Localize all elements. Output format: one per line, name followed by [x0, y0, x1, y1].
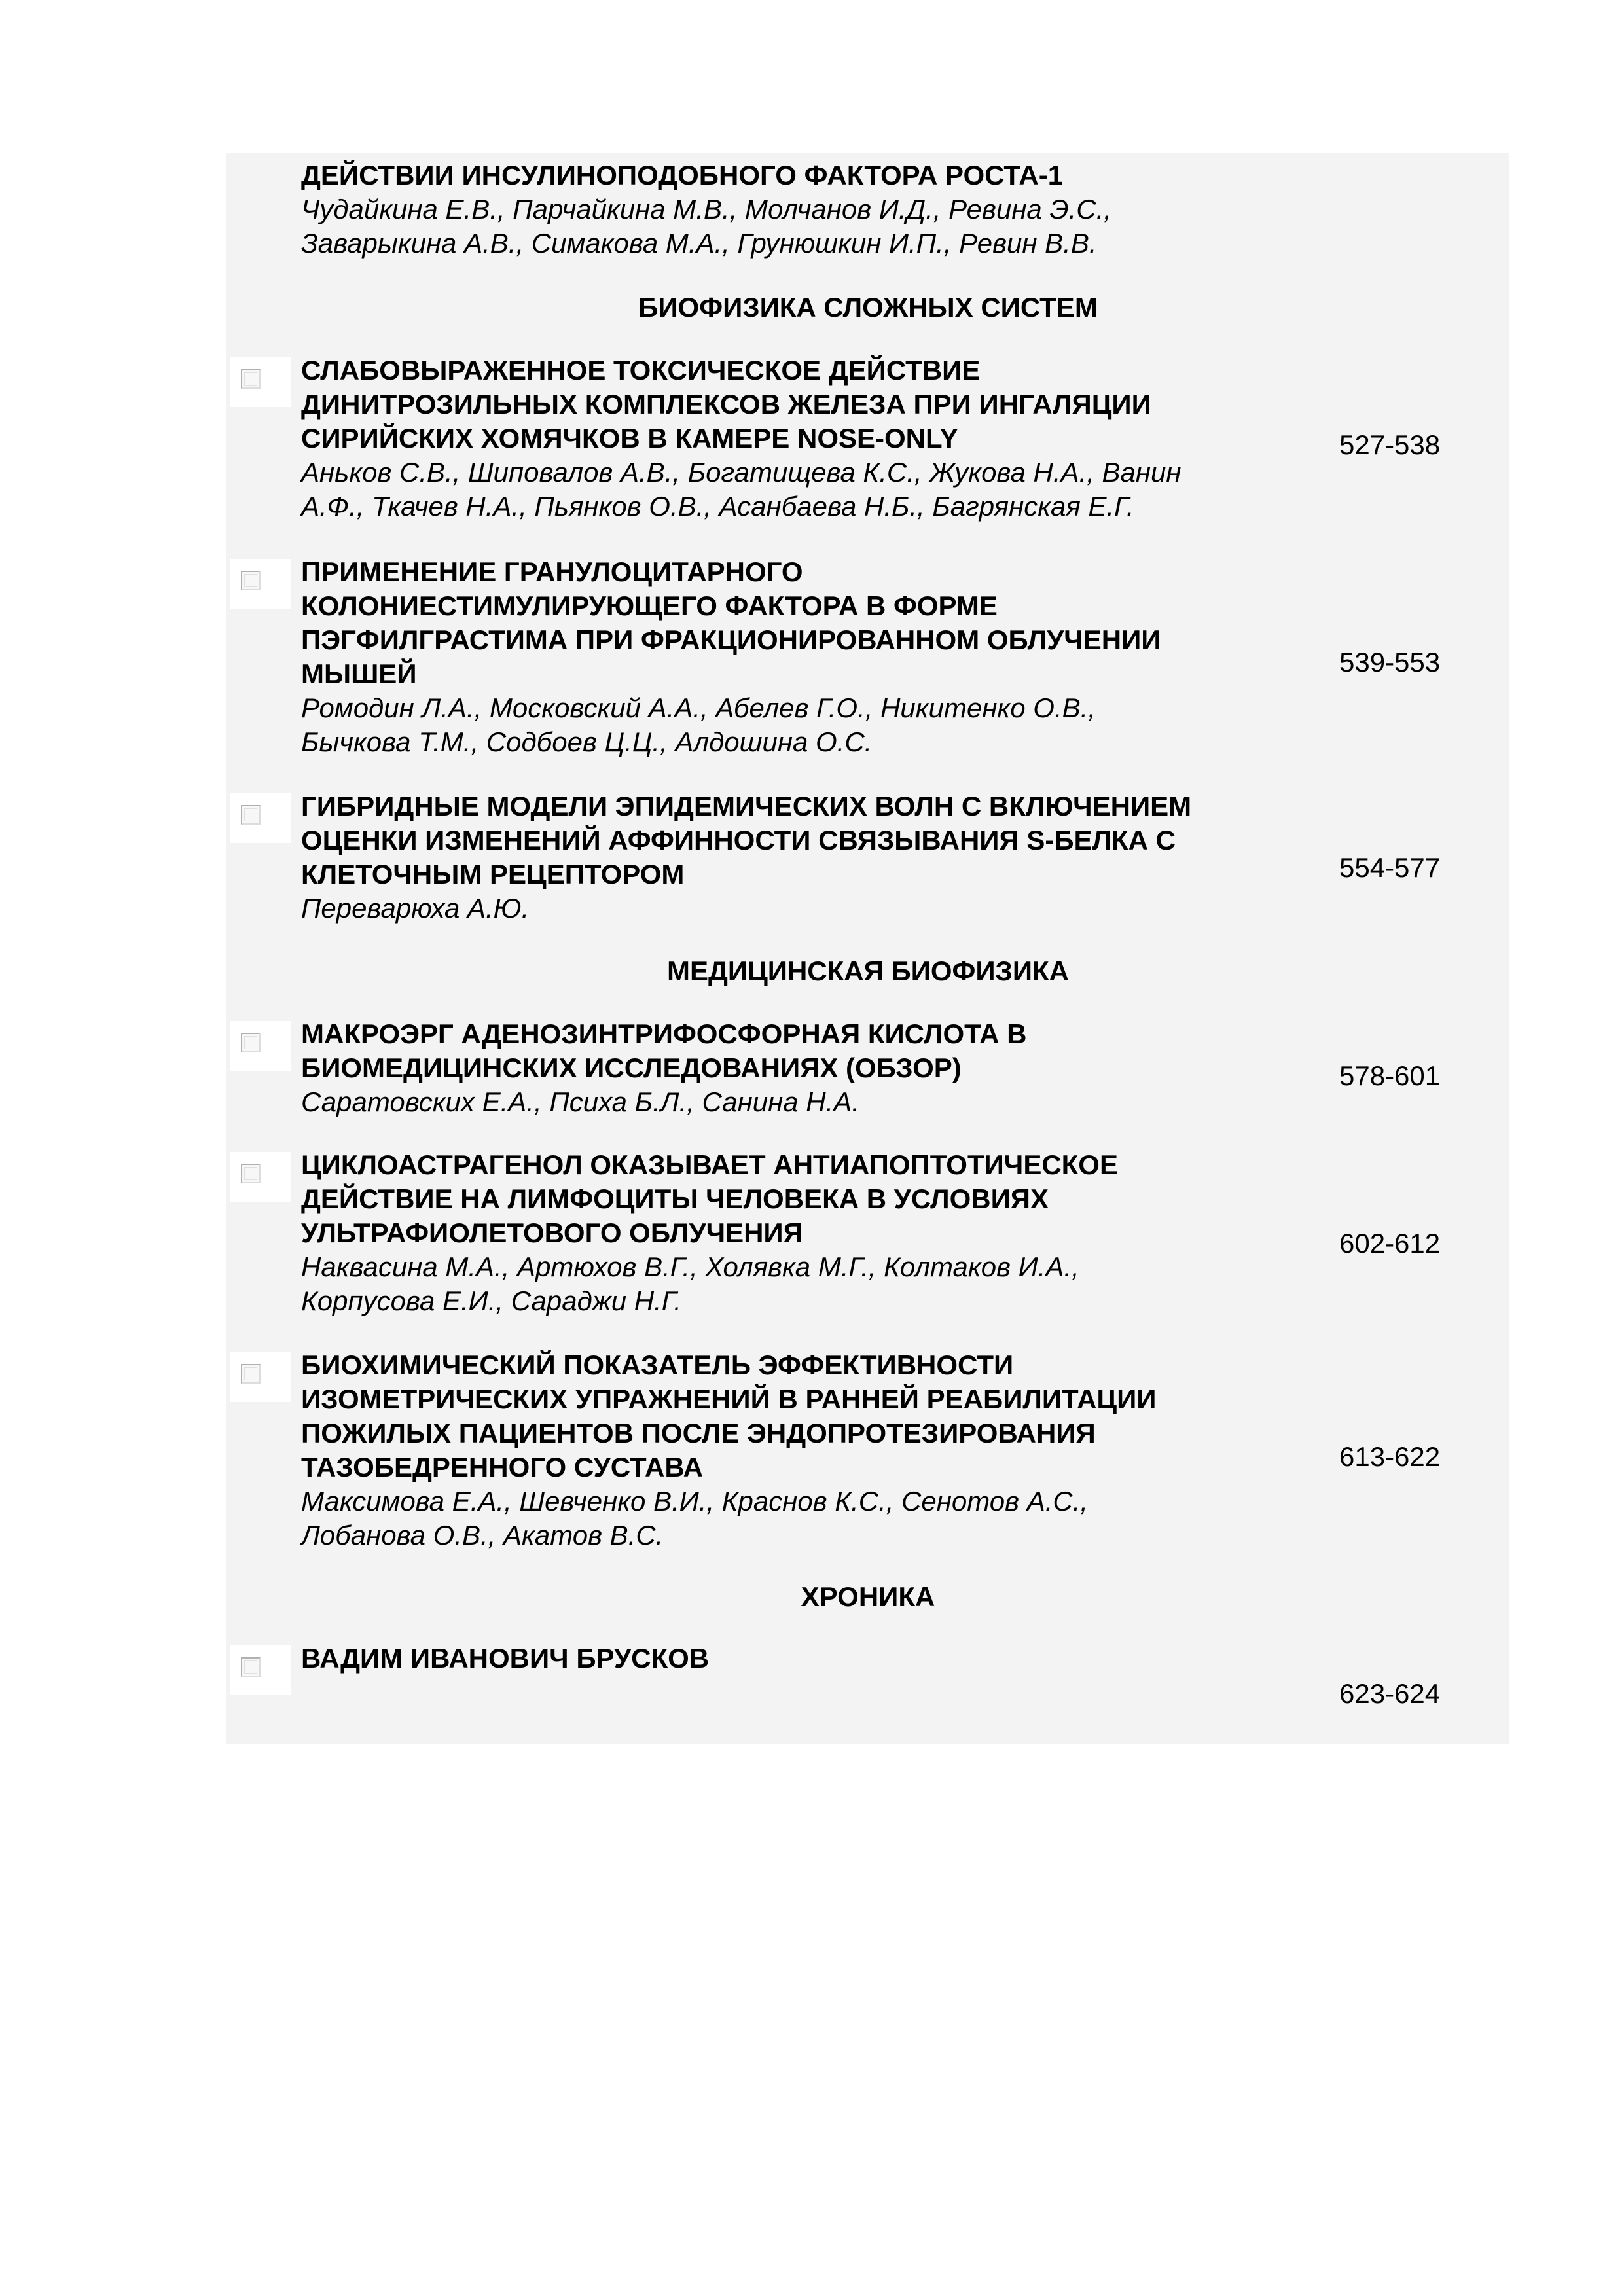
checkbox-icon — [241, 571, 261, 590]
entry-title-line: ГИБРИДНЫЕ МОДЕЛИ ЭПИДЕМИЧЕСКИХ ВОЛН С ВКЛЮЧЕНИЕМ — [301, 791, 1192, 821]
entry-title-line: ВАДИМ ИВАНОВИЧ БРУСКОВ — [301, 1643, 710, 1674]
entry-title-line: ЦИКЛОАСТРАГЕНОЛ ОКАЗЫВАЕТ АНТИАПОПТОТИЧЕСКОЕ — [301, 1149, 1118, 1180]
section-heading-medical-biophysics: МЕДИЦИНСКАЯ БИОФИЗИКА — [666, 956, 1069, 986]
entry-authors-line: Ромодин Л.А., Московский А.А., Абелев Г.О., Никитенко О.В., — [301, 692, 1096, 723]
entry-authors-line: Саратовских Е.А., Психа Б.Л., Санина Н.А. — [301, 1086, 859, 1117]
checkbox-icon — [241, 1657, 261, 1677]
entry-title-line: ДИНИТРОЗИЛЬНЫХ КОМПЛЕКСОВ ЖЕЛЕЗА ПРИ ИНГАЛЯЦИИ — [301, 389, 1151, 420]
entry-title-line: БИОХИМИЧЕСКИЙ ПОКАЗАТЕЛЬ ЭФФЕКТИВНОСТИ — [301, 1350, 1014, 1380]
entry-title-line: ДЕЙСТВИЕ НА ЛИМФОЦИТЫ ЧЕЛОВЕКА В УСЛОВИЯХ — [301, 1183, 1049, 1214]
entry-authors-line: Переварюха А.Ю. — [301, 893, 530, 924]
section-heading-biophysics-complex: БИОФИЗИКА СЛОЖНЫХ СИСТЕМ — [638, 292, 1098, 323]
entry-checkbox[interactable] — [230, 559, 291, 609]
entry-authors-line: А.Ф., Ткачев Н.А., Пьянков О.В., Асанбаева Н.Б., Багрянская Е.Г. — [301, 491, 1134, 522]
entry-title-line: ПОЖИЛЫХ ПАЦИЕНТОВ ПОСЛЕ ЭНДОПРОТЕЗИРОВАНИЯ — [301, 1418, 1096, 1448]
entry-pages: 554-577 — [1339, 852, 1441, 883]
entry-checkbox[interactable] — [230, 793, 291, 843]
checkbox-icon — [241, 369, 261, 389]
entry-authors-line: Корпусова Е.И., Сараджи Н.Г. — [301, 1285, 682, 1316]
entry-pages: 578-601 — [1339, 1060, 1441, 1091]
entry-pages: 602-612 — [1339, 1228, 1441, 1259]
entry-authors-line: Наквасина М.А., Артюхов В.Г., Холявка М.Г., Колтаков И.А., — [301, 1251, 1079, 1282]
section-heading-chronicle: ХРОНИКА — [801, 1581, 935, 1612]
entry-pages: 527-538 — [1339, 429, 1441, 460]
entry-title-line: ДЕЙСТВИИ ИНСУЛИНОПОДОБНОГО ФАКТОРА РОСТА-1 — [301, 160, 1064, 190]
entry-checkbox[interactable] — [230, 1645, 291, 1695]
entry-checkbox[interactable] — [230, 1152, 291, 1202]
entry-title-line: БИОМЕДИЦИНСКИХ ИССЛЕДОВАНИЯХ (ОБЗОР) — [301, 1052, 962, 1083]
entry-title-line: ИЗОМЕТРИЧЕСКИХ УПРАЖНЕНИЙ В РАННЕЙ РЕАБИЛИТАЦИИ — [301, 1384, 1157, 1414]
entry-title-line: ТАЗОБЕДРЕННОГО СУСТАВА — [301, 1452, 703, 1482]
entry-authors-line: Аньков С.В., Шиповалов А.В., Богатищева К.С., Жукова Н.А., Ванин — [301, 457, 1182, 488]
entry-checkbox[interactable] — [230, 357, 291, 407]
entry-title-line: ПРИМЕНЕНИЕ ГРАНУЛОЦИТАРНОГО — [301, 556, 803, 587]
entry-title-line: УЛЬТРАФИОЛЕТОВОГО ОБЛУЧЕНИЯ — [301, 1217, 803, 1248]
checkbox-icon — [241, 805, 261, 825]
entry-title-line: СЛАБОВЫРАЖЕННОЕ ТОКСИЧЕСКОЕ ДЕЙСТВИЕ — [301, 355, 981, 386]
entry-authors-line: Заварыкина А.В., Симакова М.А., Грунюшкин И.П., Ревин В.В. — [301, 228, 1097, 259]
checkbox-icon — [241, 1164, 261, 1183]
entry-pages: 623-624 — [1339, 1678, 1441, 1709]
entry-title-line: МЫШЕЙ — [301, 658, 417, 689]
entry-title-line: ОЦЕНКИ ИЗМЕНЕНИЙ АФФИННОСТИ СВЯЗЫВАНИЯ S-БЕЛКА С — [301, 825, 1176, 855]
entry-title-line: МАКРОЭРГ АДЕНОЗИНТРИФОСФОРНАЯ КИСЛОТА В — [301, 1018, 1027, 1049]
entry-title-line: ПЭГФИЛГРАСТИМА ПРИ ФРАКЦИОНИРОВАННОМ ОБЛУЧЕНИИ — [301, 624, 1161, 655]
checkbox-icon — [241, 1033, 261, 1052]
entry-checkbox[interactable] — [230, 1352, 291, 1402]
entry-authors-line: Бычкова Т.М., Содбоев Ц.Ц., Алдошина О.С. — [301, 726, 873, 757]
entry-title-line: КЛЕТОЧНЫМ РЕЦЕПТОРОМ — [301, 859, 685, 889]
checkbox-icon — [241, 1364, 261, 1384]
entry-authors-line: Чудайкина Е.В., Парчайкина М.В., Молчанов И.Д., Ревина Э.С., — [301, 194, 1111, 224]
entry-authors-line: Лобанова О.В., Акатов В.С. — [301, 1520, 664, 1551]
table-of-contents — [226, 153, 1509, 1744]
entry-pages: 539-553 — [1339, 647, 1441, 677]
entry-authors-line: Максимова Е.А., Шевченко В.И., Краснов К.С., Сенотов А.С., — [301, 1486, 1089, 1516]
entry-pages: 613-622 — [1339, 1441, 1441, 1472]
entry-checkbox[interactable] — [230, 1021, 291, 1071]
entry-title-line: КОЛОНИЕСТИМУЛИРУЮЩЕГО ФАКТОРА В ФОРМЕ — [301, 590, 998, 621]
entry-title-line: СИРИЙСКИХ ХОМЯЧКОВ В КАМЕРЕ NOSE-ONLY — [301, 423, 958, 454]
